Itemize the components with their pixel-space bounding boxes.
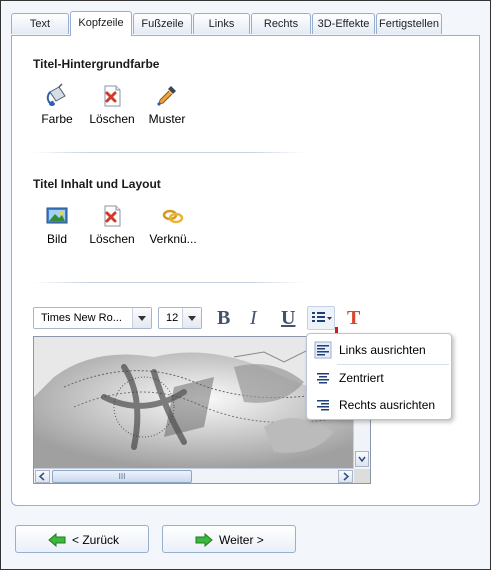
bold-button[interactable]: B xyxy=(217,307,231,329)
align-left-icon xyxy=(314,341,332,359)
menu-item-align-left[interactable] xyxy=(307,337,451,363)
tab-text[interactable]: Text xyxy=(11,13,69,34)
arrow-left-icon xyxy=(48,533,66,547)
font-size-value: 12 xyxy=(166,312,179,324)
next-label: Weiter > xyxy=(219,533,264,547)
tab-3d-effekte[interactable]: 3D-Effekte xyxy=(312,13,375,34)
background-heading: Titel-Hintergrundfarbe xyxy=(33,57,160,71)
tab-fusszeile[interactable]: Fußzeile xyxy=(133,13,192,34)
content-heading: Titel Inhalt und Layout xyxy=(33,177,161,191)
fill-color-label: Farbe xyxy=(41,112,73,126)
chevron-right-icon xyxy=(339,471,352,482)
section-divider xyxy=(33,282,305,283)
delete-page-icon xyxy=(99,203,125,229)
arrow-right-icon xyxy=(195,533,213,547)
section-divider xyxy=(33,152,305,153)
delete-background-label: Löschen xyxy=(89,112,135,126)
font-size-select[interactable] xyxy=(158,307,202,329)
paint-bucket-icon xyxy=(44,83,70,109)
chevron-left-icon xyxy=(36,471,49,482)
back-button[interactable] xyxy=(15,525,149,553)
delete-page-icon xyxy=(99,83,125,109)
link-button[interactable] xyxy=(143,203,203,247)
scroll-left-button[interactable] xyxy=(35,470,50,483)
scroll-thumb[interactable]: III xyxy=(52,470,192,483)
font-family-value: Times New Ro... xyxy=(41,312,122,324)
menu-item-label: Rechts ausrichten xyxy=(339,398,436,412)
image-icon xyxy=(44,203,70,229)
image-button[interactable] xyxy=(27,203,87,247)
eyedropper-icon xyxy=(154,83,180,109)
text-color-button[interactable]: T xyxy=(347,307,361,329)
menu-item-align-center[interactable] xyxy=(307,365,451,391)
font-family-select[interactable] xyxy=(33,307,152,329)
tab-links[interactable]: Links xyxy=(193,13,250,34)
scroll-down-button[interactable] xyxy=(355,451,369,467)
tab-rechts[interactable]: Rechts xyxy=(251,13,311,34)
align-right-icon xyxy=(314,396,332,414)
delete-background-button[interactable] xyxy=(82,83,142,127)
chevron-down-icon[interactable] xyxy=(132,308,151,328)
next-button[interactable] xyxy=(162,525,296,553)
pattern-label: Muster xyxy=(148,112,186,126)
menu-item-label: Links ausrichten xyxy=(339,343,426,357)
chevron-down-icon xyxy=(356,452,368,466)
chevron-down-icon[interactable] xyxy=(182,308,201,328)
fill-color-button[interactable] xyxy=(27,83,87,127)
horizontal-scrollbar[interactable] xyxy=(34,468,354,484)
tab-fertigstellen[interactable]: Fertigstellen xyxy=(376,13,442,34)
align-dropdown-menu xyxy=(306,333,452,420)
align-dropdown-button[interactable] xyxy=(307,306,335,330)
scroll-right-button[interactable] xyxy=(338,470,353,483)
pattern-button[interactable] xyxy=(137,83,197,127)
underline-button[interactable]: U xyxy=(281,307,296,329)
link-label: Verknü... xyxy=(149,232,197,246)
tab-kopfzeile[interactable]: Kopfzeile xyxy=(70,11,132,36)
image-label: Bild xyxy=(46,232,67,246)
italic-button[interactable]: I xyxy=(250,307,257,329)
chain-link-icon xyxy=(160,203,186,229)
menu-item-align-right[interactable] xyxy=(307,392,451,418)
align-center-icon xyxy=(314,369,332,387)
delete-content-button[interactable] xyxy=(82,203,142,247)
delete-content-label: Löschen xyxy=(89,232,135,246)
back-label: < Zurück xyxy=(72,533,120,547)
align-menu-icon xyxy=(308,307,334,329)
menu-item-label: Zentriert xyxy=(339,371,384,385)
